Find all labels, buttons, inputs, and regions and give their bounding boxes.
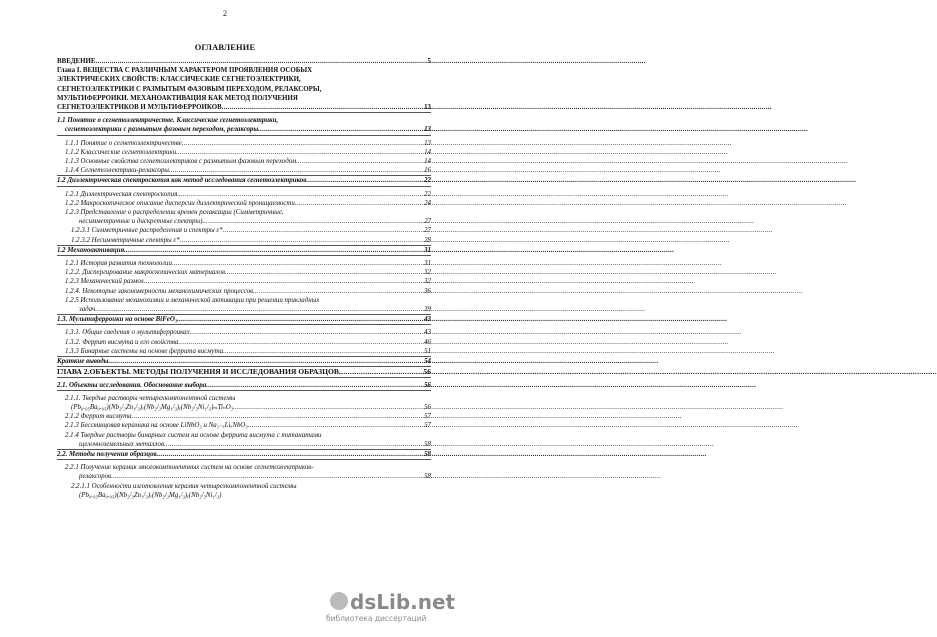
toc-entry: [57, 450, 431, 460]
toc-entry-page: 27: [424, 218, 431, 226]
toc-entry-title: сегнетоэлектрики с размытым фазовым переходом, релаксоры: [65, 126, 259, 134]
toc-leader-dots: [111, 472, 423, 481]
toc-entry-title: 2.1.3 Бессвинцовая керамика на основе LiNbO₃ и Na₁₋ₓLiₓNbO₃: [65, 422, 248, 430]
toc-entry: [57, 190, 431, 199]
toc-entry-title: щелочноземельных металлов: [79, 440, 164, 448]
toc-leader-dots: [223, 226, 424, 235]
toc-entry-page: 13: [424, 126, 431, 134]
toc-entry-page: 39: [424, 306, 431, 314]
toc-entry-page: 16: [424, 167, 431, 175]
toc-entry: [57, 315, 431, 325]
toc-entry: [57, 296, 431, 305]
toc-entry: [57, 268, 431, 277]
toc-entry-page: 32: [424, 269, 431, 277]
toc-leader-dots: [306, 176, 423, 185]
toc-entry-title: 1.1.2 Классические сегнетоэлектрики.: [65, 148, 178, 156]
toc-leader-dots: [204, 217, 423, 226]
toc-leader-dots: [172, 259, 423, 268]
toc-entry-page: 56: [424, 381, 431, 389]
toc-entry-title: 1.1 Понятие о сегнетоэлектричестве. Классические сегнетоэлектрики,: [57, 117, 279, 125]
toc-leader-dots: [157, 450, 423, 459]
toc-entry-page: 58: [424, 473, 431, 481]
toc-entry: [57, 338, 431, 347]
toc-entry-title: ГЛАВА 2.ОБЪЕКТЫ. МЕТОДЫ ПОЛУЧЕНИЯ И ИССЛЕДОВАНИЯ ОБРАЗЦОВ: [57, 367, 339, 377]
toc-entry: [57, 463, 431, 472]
toc-leader-dots: [253, 287, 423, 296]
toc-leader-dots: [225, 347, 423, 356]
toc-entry-title: (Pb₀.₉₅Ba₀.₀₅)(Nb₂/₃Zn₁/₃)ₓ(Nb₂/₃Mg₁/₃)ᵧ(Nb₂/₃Ni₁/₃): [79, 491, 222, 499]
toc-entry-title: 1.2.2. Диспергирование макроскопических материалов.: [65, 269, 227, 277]
toc-entry-title: 2.1. Объекты исследования. Обоснование выбора: [57, 381, 207, 389]
toc-entry-title: 1.2.3.2 Несимметричные спектры ε*: [71, 236, 180, 244]
toc-leader-dots: [179, 190, 423, 199]
page-title: ОГЛАВЛЕНИЕ: [194, 43, 256, 52]
toc-entry-title: СЕГНЕТОЭЛЕКТРИКОВ И МУЛЬТИФЕРРОИКОВ: [57, 104, 222, 112]
toc-leader-dots: [298, 157, 423, 166]
toc-leader-dots: [248, 421, 423, 430]
toc-entry-title: 1.2.5 Использование механохимии и механической активации при решении прикладных: [65, 296, 320, 304]
toc-entry: [57, 75, 431, 84]
toc-entry-title: Краткие выводы: [57, 358, 109, 366]
toc-entry: [57, 199, 431, 208]
toc-leader-dots: [191, 328, 423, 337]
toc-leader-dots: [144, 277, 423, 286]
toc-leader-dots: [258, 125, 423, 134]
toc-entry-title: 2.1.2 Феррит висмута: [65, 413, 132, 421]
watermark: [326, 590, 456, 630]
toc-entry-title: 1.2.3.1 Симметричные распределения и спектры ε*: [71, 227, 223, 235]
toc-entry: [57, 482, 431, 491]
toc-entry: [57, 347, 431, 357]
toc-entry-title: 2.1.4 Твердые растворы бинарных систем на основе феррита висмута с титанатами: [65, 431, 322, 439]
toc-entry-page: 57: [424, 422, 431, 430]
watermark-logo: dsLib.net: [350, 590, 456, 614]
toc-entry-page: 46: [424, 338, 431, 346]
document-page: [0, 0, 456, 637]
toc-entry-title: несимметричные и дискретные спектры).: [79, 218, 205, 226]
toc-entry: [57, 259, 431, 268]
toc-entry: [57, 440, 431, 450]
watermark-subtitle: библиотека диссертаций: [326, 614, 427, 623]
toc-entry-page: 51: [424, 347, 431, 355]
toc-entry-page: 28: [424, 236, 431, 244]
toc-entry-page: 22: [424, 190, 431, 198]
toc-entry: [57, 116, 431, 125]
toc-leader-dots: [132, 412, 424, 421]
toc-entry-title: 1.1.4 Сегнетоэлектрики-релаксоры.: [65, 167, 171, 175]
toc-leader-dots: [95, 57, 426, 66]
toc-entry: [57, 357, 431, 367]
toc-entry: [57, 421, 431, 430]
toc-entry: [57, 57, 431, 66]
toc-entry: [57, 394, 431, 403]
toc-leader-dots: [233, 403, 423, 412]
toc-entry-title: 1.2.1 История развития технологии: [65, 260, 172, 268]
toc-entry-title: 1.2.3 Механический размол: [65, 278, 144, 286]
toc-entry: [57, 94, 431, 103]
toc-entry-page: 14: [424, 158, 431, 166]
toc-entry: [57, 103, 431, 113]
toc-entry-title: 2.1.1. Твердые растворы четырехкомпонентной системы: [65, 394, 236, 402]
toc-leader-dots: [339, 367, 422, 376]
toc-entry-title: 1.2.3 Представление о распределении времен релаксации (Симметричные,: [65, 209, 284, 217]
toc-entry-title: релаксоров: [79, 473, 112, 481]
dslib-logo-icon: [330, 592, 348, 610]
toc-entry-page: 43: [424, 329, 431, 337]
toc-entry-title: 1.2 Механоактивация: [57, 246, 125, 254]
toc-entry-title: 2.2.1 Получение керамик многокомпонентных систем на основе сегнетоэлектриков-: [65, 464, 314, 472]
toc-entry: [57, 157, 431, 166]
toc-entry-title: 1.3.3 Бинарные системы на основе феррита висмута.: [65, 347, 225, 355]
toc-entry-title: 1.2 Диэлектрическая спектроскопия как метод исследования сегнетоэлектриков: [57, 177, 307, 185]
toc-entry-page: 13: [424, 139, 431, 147]
toc-leader-dots: [182, 139, 423, 148]
toc-entry: [57, 236, 431, 246]
toc-leader-dots: [178, 338, 423, 347]
toc-entry-title: 2.2.1.1 Особенности изготовления керамик четырехкомпонентной системы: [71, 482, 297, 490]
toc-entry: [57, 277, 431, 286]
toc-leader-dots: [227, 268, 423, 277]
toc-entry-title: 1.1.1 Понятие о сегнетоэлектричестве: [65, 139, 182, 147]
toc-entry-page: 54: [424, 358, 431, 366]
toc-entry-title: 1.1.3 Основные свойства сегнетоэлектриков с размытым фазовым переходом.: [65, 158, 299, 166]
toc-entry-page: 57: [424, 413, 431, 421]
toc-entry: [57, 226, 431, 235]
toc-entry-page: 36: [424, 287, 431, 295]
toc-entry: [57, 246, 431, 256]
table-of-contents: [57, 57, 431, 500]
toc-entry-page: 31: [424, 246, 431, 254]
toc-entry-title: СЕГНЕТОЭЛЕКТРИКИ С РАЗМЫТЫМ ФАЗОВЫМ ПЕРЕХОДОМ, РЕЛАКСОРЫ,: [57, 85, 322, 93]
toc-entry: [57, 217, 431, 226]
toc-entry: [57, 85, 431, 94]
toc-entry-page: 32: [424, 278, 431, 286]
toc-leader-dots: [297, 199, 424, 208]
toc-entry-title: задач: [79, 306, 96, 314]
toc-entry: [57, 381, 431, 391]
toc-leader-dots: [180, 236, 424, 245]
toc-entry-page: 22: [424, 177, 431, 185]
toc-entry-title: 1.3. Мультиферроики на основе BiFeO₃: [57, 316, 178, 324]
toc-entry-title: 1.2.2 Макроскопическое описание дисперсии диэлектрической проницаемости.: [65, 199, 297, 207]
toc-entry-page: 58: [424, 450, 431, 458]
toc-entry: [57, 412, 431, 421]
toc-entry-page: 5: [427, 58, 431, 65]
toc-entry-page: 14: [424, 148, 431, 156]
toc-entry: [57, 139, 431, 148]
toc-entry-title: 1.3.2. Феррит висмута и его свойства: [65, 338, 179, 346]
toc-entry: [57, 66, 431, 75]
toc-leader-dots: [108, 357, 423, 366]
toc-leader-dots: [206, 381, 423, 390]
toc-leader-dots: [124, 246, 423, 255]
toc-entry: [57, 305, 431, 315]
toc-entry-page: 31: [424, 260, 431, 268]
toc-entry: [57, 403, 431, 412]
toc-entry-title: Глава I. ВЕЩЕСТВА С РАЗЛИЧНЫМ ХАРАКТЕРОМ ПРОЯВЛЕНИЯ ОСОБЫХ: [57, 67, 313, 75]
toc-entry-title: 1.2.1 Диэлектрическая спектроскопия.: [65, 190, 180, 198]
toc-entry: [57, 431, 431, 440]
toc-leader-dots: [171, 166, 423, 175]
toc-entry: [57, 176, 431, 186]
toc-entry-title: МУЛЬТИФЕРРОИКИ. МЕХАНОАКТИВАЦИЯ КАК МЕТОД ПОЛУЧЕНИЯ: [57, 94, 298, 102]
toc-entry-title: ВВЕДЕНИЕ: [57, 58, 96, 65]
toc-leader-dots: [178, 148, 423, 157]
toc-entry-title: 1.2.4. Некоторые закономерности механохимических процессов: [65, 287, 254, 295]
toc-entry-title: 1.3.1. Общие сведения о мультиферроиках.: [65, 329, 192, 337]
toc-entry: [57, 125, 431, 135]
toc-entry-title: ЭЛЕКТРИЧЕСКИХ СВОЙСТВ: КЛАССИЧЕСКИЕ СЕГНЕТОЭЛЕКТРИКИ,: [57, 76, 301, 84]
toc-entry-title: 2.2. Методы получения образцов: [57, 450, 157, 458]
toc-entry-page: 27: [424, 227, 431, 235]
toc-leader-dots: [164, 440, 423, 449]
toc-entry-title: (Pb₀.₉₅Ba₀.₀₅)(Nb₂/₃Zn₁/₃)ₓ(Nb₂/₃Mg₁/₃)ᵧ(Nb₂/₃Ni₁/₃)ₘTiₙO₃: [71, 403, 234, 411]
toc-entry-page: 56: [423, 367, 431, 377]
toc-entry: [57, 491, 431, 500]
toc-entry: [57, 287, 431, 296]
toc-entry-page: 43: [424, 316, 431, 324]
toc-leader-dots: [222, 103, 423, 112]
toc-entry-page: 24: [424, 199, 431, 207]
page-number: 2: [223, 9, 227, 18]
toc-entry: [57, 166, 431, 176]
toc-entry: [57, 328, 431, 337]
toc-entry: [57, 208, 431, 217]
toc-entry-page: 58: [424, 440, 431, 448]
toc-leader-dots: [177, 315, 423, 324]
toc-leader-dots: [95, 305, 423, 314]
toc-entry-page: 13: [424, 104, 431, 112]
toc-entry-page: 56: [424, 403, 431, 411]
toc-entry: [57, 148, 431, 157]
toc-entry: [57, 472, 431, 481]
toc-entry: [57, 367, 431, 377]
